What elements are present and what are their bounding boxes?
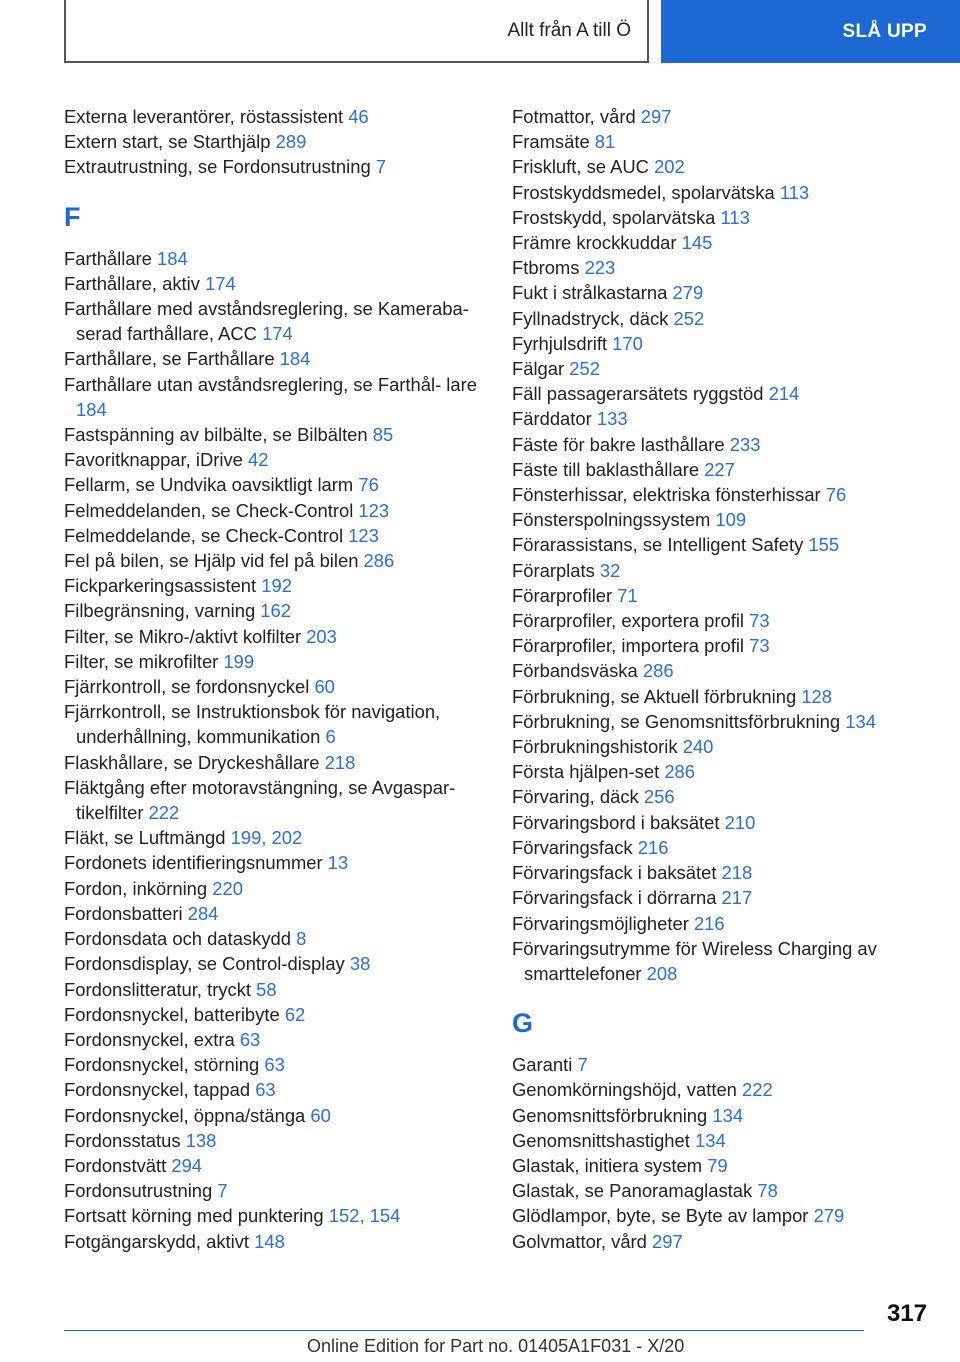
index-entry <box>512 784 952 809</box>
index-entry-text: Förarplats <box>512 559 595 581</box>
page-reference-link[interactable]: 7 <box>375 156 387 178</box>
page-reference-link[interactable]: 218 <box>324 751 356 773</box>
page-reference-link[interactable]: 76 <box>358 474 379 496</box>
index-entry <box>64 346 504 371</box>
index-entry <box>64 246 504 271</box>
page-reference-link[interactable]: 223 <box>584 257 616 279</box>
page-reference-link[interactable]: 128 <box>801 685 832 707</box>
index-entry <box>64 977 504 1002</box>
index-entry <box>512 104 952 129</box>
page-reference-link[interactable]: 63 <box>239 1028 261 1050</box>
page-reference-link[interactable]: 79 <box>707 1154 728 1176</box>
index-entry-text: Fyrhjulsdrift <box>512 332 608 354</box>
index-entry <box>512 633 952 658</box>
page-reference-link[interactable]: 174 <box>262 323 293 345</box>
page-reference-link[interactable]: 81 <box>594 131 616 153</box>
index-entry <box>64 1103 504 1128</box>
index-entry-text: Fordonslitteratur, tryckt <box>64 978 252 1000</box>
page-reference-link[interactable]: 216 <box>637 836 669 858</box>
index-entry <box>512 1077 952 1102</box>
page-reference-link[interactable]: 286 <box>664 761 696 783</box>
index-entry-text: Friskluft, se AUC <box>512 156 649 178</box>
index-entry-text: Fönsterhissar, elektriska fönsterhissar <box>512 484 821 506</box>
page-reference-link[interactable]: 184 <box>157 247 188 269</box>
index-entry <box>64 951 504 976</box>
top-navigation <box>0 0 960 68</box>
page-reference-link[interactable]: 286 <box>642 660 674 682</box>
index-entry <box>512 810 952 835</box>
index-entry-text: Fordon, inkörning <box>64 877 208 899</box>
page-reference-link[interactable]: 46 <box>348 106 369 127</box>
page-reference-link[interactable]: 297 <box>640 106 672 127</box>
index-entry <box>64 598 504 623</box>
index-entry-text: Farthållare <box>64 247 152 269</box>
page-reference-link[interactable]: 240 <box>682 736 714 758</box>
page-reference-link[interactable]: 252 <box>673 307 705 329</box>
page-reference-link[interactable]: 208 <box>646 962 678 984</box>
page-reference-link[interactable]: 202 <box>654 156 685 178</box>
page-reference-link[interactable]: 294 <box>171 1154 203 1176</box>
index-entry <box>512 1229 952 1254</box>
page-reference-link[interactable]: 7 <box>577 1054 588 1076</box>
index-entry <box>64 372 504 422</box>
index-entry-text: Genomsnittshastighet <box>512 1129 690 1151</box>
index-entry-text: Farthållare utan avståndsreglering, se Farthål- lare <box>64 373 477 395</box>
index-entry-text: Fäll passagerarsätets ryggstöd <box>512 383 764 405</box>
index-entry <box>512 583 952 608</box>
index-entry-text: Fel på bilen, se Hjälp vid fel på bilen <box>64 550 359 572</box>
index-entry-text: Förbandsväska <box>512 660 638 682</box>
page-reference-link[interactable]: 174 <box>205 272 236 294</box>
page-reference-link[interactable]: 145 <box>681 232 713 254</box>
index-entry <box>64 674 504 699</box>
index-column-left <box>64 104 504 1254</box>
index-entry-text: Förvaringsutrymme för Wireless Charging av smarttelefoner <box>512 937 877 984</box>
index-entry <box>512 1052 952 1077</box>
page-reference-link[interactable]: 138 <box>185 1129 217 1151</box>
footer-edition-text: Online Edition for Part no. 01405A1F031 - X/20 <box>307 1336 685 1356</box>
page-reference-link[interactable]: 109 <box>715 509 747 531</box>
index-entry-text: Fordonsnyckel, extra <box>64 1028 235 1050</box>
index-entry <box>512 129 952 154</box>
index-entry-text: Fälgar <box>512 358 565 380</box>
index-entry-text: Fastspänning av bilbälte, se Bilbälten <box>64 424 368 446</box>
index-entry-text: Fyllnadstryck, däck <box>512 307 669 329</box>
index-entry <box>64 548 504 573</box>
index-entry-text: Extrautrustning, se Fordonsutrustning <box>64 156 371 178</box>
index-entry <box>64 1002 504 1027</box>
index-entry-text: Fjärrkontroll, se Instruktionsbok för navigation, underhållning, kommunikation <box>64 701 441 748</box>
index-entry <box>512 558 952 583</box>
index-entry <box>512 1153 952 1178</box>
index-entry-text: Fordonsutrustning <box>64 1180 213 1202</box>
index-column-right <box>512 104 952 1254</box>
index-entry <box>64 472 504 497</box>
index-entry <box>64 447 504 472</box>
index-entry-text: Fickparkeringsassistent <box>64 575 257 597</box>
index-entry <box>512 1178 952 1203</box>
page-reference-link[interactable]: 216 <box>693 912 725 934</box>
page-reference-link[interactable]: 184 <box>279 348 311 370</box>
index-entry-text: Externa leverantörer, röstassistent <box>64 106 344 127</box>
page-reference-link[interactable]: 279 <box>813 1205 845 1227</box>
index-entry <box>64 926 504 951</box>
page-reference-link[interactable]: 7 <box>217 1180 228 1202</box>
page-reference-link[interactable]: 85 <box>372 424 394 446</box>
index-entry-text: Farthållare, se Farthållare <box>64 348 275 370</box>
page-reference-link[interactable]: 78 <box>757 1180 778 1202</box>
index-entry-text: Fotgängarskydd, aktivt <box>64 1230 250 1252</box>
index-entry-text: Förvaringsbord i baksätet <box>512 811 720 833</box>
index-entry <box>64 1027 504 1052</box>
index-entry-text: Garanti <box>512 1054 573 1076</box>
index-entry-text: Fordonsdata och dataskydd <box>64 928 291 950</box>
index-entry <box>512 911 952 936</box>
index-entry-text: Flaskhållare, se Dryckeshållare <box>64 751 320 773</box>
footer-divider <box>64 1330 864 1331</box>
tab-lookup[interactable] <box>661 0 960 63</box>
page-reference-link[interactable]: 73 <box>749 635 770 657</box>
index-entry-text: Förbrukningshistorik <box>512 736 678 758</box>
page-reference-link[interactable]: 6 <box>325 726 336 748</box>
index-entry-text: Första hjälpen-set <box>512 761 660 783</box>
index-entry-text: Förarprofiler, exportera profil <box>512 610 745 632</box>
index-entry <box>64 129 504 154</box>
page-reference-link[interactable]: 256 <box>643 786 675 808</box>
page-reference-link[interactable]: 113 <box>720 206 750 228</box>
index-entry-text: Fjärrkontroll, se fordonsnyckel <box>64 676 310 698</box>
index-entry <box>64 1229 504 1254</box>
page-reference-link[interactable]: 148 <box>254 1230 285 1252</box>
index-entry-text: Fäste till baklasthållare <box>512 458 700 480</box>
index-entry <box>512 230 952 255</box>
index-entry <box>64 422 504 447</box>
section-letter: G <box>512 1008 534 1039</box>
index-entry <box>512 432 952 457</box>
page-number: 317 <box>886 1300 927 1327</box>
page-reference-link[interactable]: 13 <box>327 852 349 874</box>
index-entry-text: Filter, se Mikro-/aktivt kolfilter <box>64 625 302 647</box>
index-entry-text: Favoritknappar, iDrive <box>64 449 243 471</box>
index-entry-text: Frostskydd, spolarvätska <box>512 206 716 228</box>
page-reference-link[interactable]: 192 <box>261 575 292 597</box>
page-reference-link[interactable]: 279 <box>672 282 704 304</box>
index-entry-text: Fotmattor, vård <box>512 106 636 127</box>
tab-index-a-to-o[interactable] <box>64 0 649 63</box>
page-reference-link[interactable]: 252 <box>569 358 600 380</box>
page-reference-link[interactable]: 297 <box>652 1230 683 1252</box>
index-entry-text: Förvaringsfack <box>512 836 633 858</box>
index-entry-text: Fönsterspolningssystem <box>512 509 711 531</box>
index-entry-text: Golvmattor, vård <box>512 1230 647 1252</box>
index-entry <box>64 775 504 825</box>
index-entry <box>64 876 504 901</box>
index-entry <box>512 457 952 482</box>
index-entry <box>64 1128 504 1153</box>
index-entry <box>512 835 952 860</box>
index-entry-text: Förbrukning, se Aktuell förbrukning <box>512 685 797 707</box>
index-entry <box>64 1077 504 1102</box>
index-entry <box>512 331 952 356</box>
page-reference-link[interactable]: 220 <box>212 877 243 899</box>
page-reference-link[interactable]: 58 <box>256 978 277 1000</box>
index-entry-text: Förbrukning, se Genomsnittsförbrukning <box>512 710 841 732</box>
page-reference-link[interactable]: 42 <box>248 449 269 471</box>
page-reference-link[interactable]: 63 <box>255 1079 276 1101</box>
index-entry <box>512 684 952 709</box>
index-entry <box>64 624 504 649</box>
page-reference-link[interactable]: 199 <box>223 650 255 672</box>
index-entry <box>512 180 952 205</box>
index-entry-text: Förarassistans, se Intelligent Safety <box>512 534 804 556</box>
index-entry-text: Frostskyddsmedel, spolarvätska <box>512 181 775 203</box>
index-entry <box>64 523 504 548</box>
index-entry <box>512 154 952 179</box>
page-reference-link[interactable]: 123 <box>348 524 379 546</box>
page-reference-link[interactable]: 62 <box>284 1003 306 1025</box>
index-entry-text: Färddator <box>512 408 592 430</box>
index-entry <box>64 825 504 850</box>
index-entry-text: Förarprofiler <box>512 584 613 606</box>
index-entry <box>64 901 504 926</box>
index-entry <box>64 1203 504 1228</box>
index-entry <box>512 885 952 910</box>
index-entry-text: Fordonstvätt <box>64 1154 167 1176</box>
index-entry <box>512 658 952 683</box>
index-entry-text: Farthållare med avståndsreglering, se Kameraba- serad farthållare, ACC <box>64 298 469 345</box>
page-reference-link[interactable]: 32 <box>599 559 621 581</box>
index-entry <box>512 709 952 734</box>
page-reference-link[interactable]: 134 <box>695 1129 726 1151</box>
tab-lookup-label: SLÅ UPP <box>842 20 927 42</box>
page-reference-link[interactable]: 199, 202 <box>230 827 303 849</box>
index-entry <box>512 306 952 331</box>
index-entry <box>64 498 504 523</box>
index-entry <box>64 750 504 775</box>
index-entry <box>512 205 952 230</box>
index-entry <box>512 608 952 633</box>
index-entry <box>64 1052 504 1077</box>
index-entry-text: Fordonsnyckel, störning <box>64 1054 260 1076</box>
page-reference-link[interactable]: 184 <box>76 398 107 420</box>
index-entry-text: Fordonets identifieringsnummer <box>64 852 323 874</box>
index-entry-text: Fordonsnyckel, batteribyte <box>64 1003 280 1025</box>
index-entry <box>64 573 504 598</box>
index-entry-text: Filbegränsning, varning <box>64 600 256 622</box>
page-reference-link[interactable]: 76 <box>825 484 847 506</box>
index-entry <box>512 1103 952 1128</box>
index-entry <box>64 104 504 129</box>
index-entry-text: Farthållare, aktiv <box>64 272 200 294</box>
tab-index-label: Allt från A till Ö <box>507 19 631 41</box>
page-reference-link[interactable]: 217 <box>721 887 753 909</box>
index-entry <box>64 1178 504 1203</box>
page-reference-link[interactable]: 289 <box>275 131 307 153</box>
page-reference-link[interactable]: 227 <box>704 458 735 480</box>
index-entry <box>512 381 952 406</box>
index-entry-text: Fäste för bakre lasthållare <box>512 433 725 455</box>
page-reference-link[interactable]: 133 <box>596 408 628 430</box>
index-entry <box>512 406 952 431</box>
page-reference-link[interactable]: 60 <box>314 676 335 698</box>
page-reference-link[interactable]: 210 <box>724 811 756 833</box>
index-entry-text: Förarprofiler, importera profil <box>512 635 745 657</box>
index-entry <box>64 699 504 749</box>
index-entry-text: Fordonsstatus <box>64 1129 181 1151</box>
page-reference-link[interactable]: 162 <box>260 600 291 622</box>
index-entry-text: Filter, se mikrofilter <box>64 650 219 672</box>
index-entry-text: Felmeddelanden, se Check-Control <box>64 499 354 521</box>
index-entry-text: Fordonsnyckel, öppna/stänga <box>64 1104 306 1126</box>
page-reference-link[interactable]: 233 <box>729 433 761 455</box>
index-entry <box>512 280 952 305</box>
page-reference-link[interactable]: 71 <box>617 584 638 606</box>
index-entry-text: Ftbroms <box>512 257 580 279</box>
index-entry <box>512 860 952 885</box>
index-entry-text: Fordonsdisplay, se Control-display <box>64 953 345 975</box>
page-reference-link[interactable]: 134 <box>845 710 876 732</box>
index-entry <box>64 850 504 875</box>
index-entry-text: Glastak, se Panoramaglastak <box>512 1180 753 1202</box>
index-entry <box>64 649 504 674</box>
index-entry-text: Fläkt, se Luftmängd <box>64 827 226 849</box>
page-reference-link[interactable]: 8 <box>296 928 307 950</box>
index-entry <box>512 1203 952 1228</box>
page-reference-link[interactable]: 170 <box>612 332 643 354</box>
index-entry-text: Framsäte <box>512 131 590 153</box>
index-entry <box>512 1128 952 1153</box>
index-entry-text: Glastak, initiera system <box>512 1154 703 1176</box>
index-entry <box>512 482 952 507</box>
page-reference-link[interactable]: 60 <box>310 1104 331 1126</box>
index-entry <box>512 759 952 784</box>
index-entry-text: Extern start, se Starthjälp <box>64 131 271 153</box>
page-reference-link[interactable]: 63 <box>264 1054 285 1076</box>
page-reference-link[interactable]: 218 <box>721 862 753 884</box>
page-reference-link[interactable]: 203 <box>306 625 337 647</box>
index-entry-text: Fellarm, se Undvika oavsiktligt larm <box>64 474 354 496</box>
page-reference-link[interactable]: 38 <box>349 953 371 975</box>
index-entry-text: Förvaringsfack i baksätet <box>512 862 717 884</box>
index-entry-text: Fordonsnyckel, tappad <box>64 1079 251 1101</box>
index-entry <box>64 154 504 179</box>
index-entry-text: Felmeddelande, se Check-Control <box>64 524 344 546</box>
index-entry-text: Förvaringsmöjligheter <box>512 912 689 934</box>
index-entry <box>512 936 952 986</box>
index-entry-text: Främre krockkuddar <box>512 232 677 254</box>
index-entry <box>512 255 952 280</box>
index-entry-text: Fortsatt körning med punktering <box>64 1205 324 1227</box>
page-reference-link[interactable]: 284 <box>187 902 219 924</box>
index-entry-text: Genomkörningshöjd, vatten <box>512 1079 737 1101</box>
index-entry-text: Förvaring, däck <box>512 786 639 808</box>
index-entry-text: Fukt i strålkastarna <box>512 282 668 304</box>
index-entry <box>512 507 952 532</box>
page-reference-link[interactable]: 73 <box>749 610 770 632</box>
page-reference-link[interactable]: 222 <box>742 1079 773 1101</box>
index-entry-text: Fordonsbatteri <box>64 902 183 924</box>
index-entry <box>512 532 952 557</box>
index-entry-text: Förvaringsfack i dörrarna <box>512 887 717 909</box>
index-entry <box>64 296 504 346</box>
index-entry <box>64 271 504 296</box>
page-reference-link[interactable]: 152, 154 <box>328 1205 401 1227</box>
page-reference-link[interactable]: 222 <box>148 802 180 824</box>
page-reference-link[interactable]: 123 <box>358 499 390 521</box>
index-entry-text: Genomsnittsförbrukning <box>512 1104 708 1126</box>
index-entry-text: Fläktgång efter motoravstängning, se Avgaspar- tikelfilter <box>64 776 456 824</box>
page-reference-link[interactable]: 134 <box>712 1104 744 1126</box>
section-letter: F <box>64 201 81 232</box>
index-entry-text: Glödlampor, byte, se Byte av lampor <box>512 1205 809 1227</box>
index-entry <box>64 1153 504 1178</box>
page-reference-link[interactable]: 113 <box>779 181 810 203</box>
page-reference-link[interactable]: 155 <box>808 534 840 556</box>
page-reference-link[interactable]: 214 <box>768 383 800 405</box>
index-entry <box>512 734 952 759</box>
index-entry <box>512 356 952 381</box>
page-reference-link[interactable]: 286 <box>363 550 395 572</box>
